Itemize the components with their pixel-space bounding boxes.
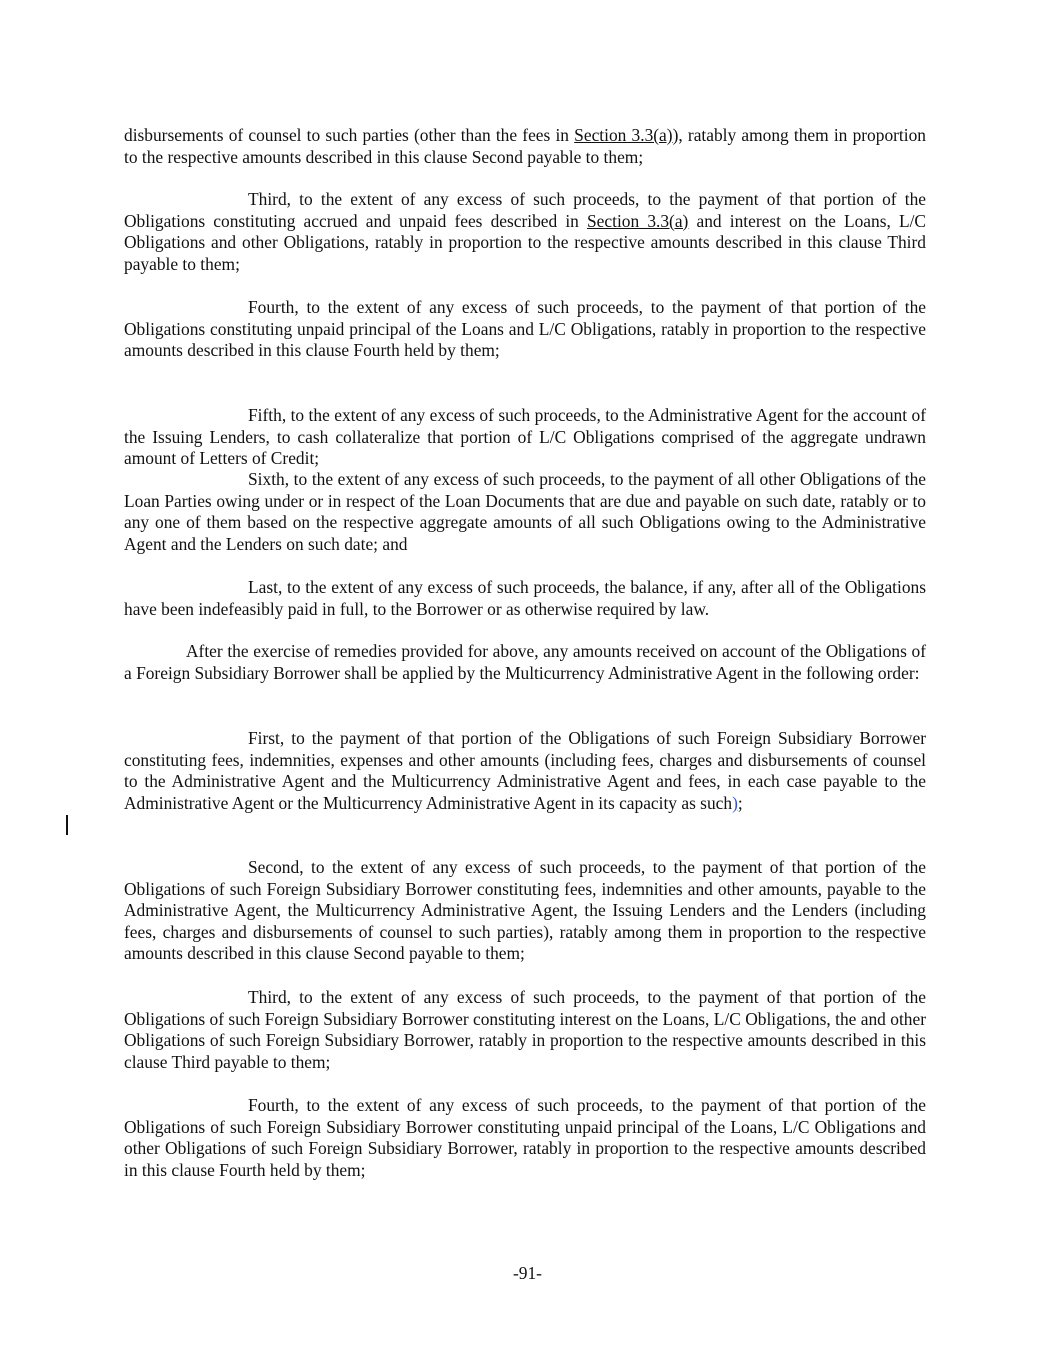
- paragraph-sixth: Sixth, to the extent of any excess of such proceeds, to the payment of all other Obligations of the Loan Parties owing under or in respect of the Loan Documents that are due and payable on such date, ratably or to any one of them based on the respective aggregate amounts of all such Obligations owing to the Administrative Agent and the Lenders on such date; and: [124, 469, 926, 554]
- revision-change-bar: [66, 815, 68, 835]
- text: ;: [737, 792, 743, 813]
- page-number: -91-: [513, 1263, 542, 1283]
- paragraph-foreign-fourth: Fourth, to the extent of any excess of such proceeds, to the payment of that portion of the Obligations of such Foreign Subsidiary Borrower constituting unpaid principal of the Loans, L/C Obligations and other Obligations of such Foreign Subsidiary Borrower, ratably in proportion to the respective amounts described in this clause Fourth held by them;: [124, 1095, 926, 1180]
- text: First, to the payment of that portion of the Obligations of such Foreign Subsidiary Borrower constituting fees, indemnities, expenses and other amounts (including fees, charges and disbursements of counsel to the Administrative Agent and the Multicurrency Administrative Agent and fees, in each case payable to the Administrative Agent or the Multicurrency Administrative Agent in its capacity as such: [124, 728, 926, 813]
- paragraph-foreign-first: [124, 728, 926, 814]
- paragraph-foreign-third: Third, to the extent of any excess of such proceeds, to the payment of that portion of the Obligations of such Foreign Subsidiary Borrower constituting interest on the Loans, L/C Obligations, the and other Obligations of such Foreign Subsidiary Borrower, ratably in proportion to the respective amounts described in this clause Third payable to them;: [124, 987, 926, 1072]
- text: Third, to the extent of any excess of such proceeds, to the payment of that portion of the Obligations constituting accrued and unpaid fees described in: [124, 189, 926, 231]
- text: ), ratably among them in proportion to the respective amounts described in this clause Second payable to them;: [124, 125, 926, 167]
- section-reference: Section 3.3(a): [587, 210, 689, 231]
- section-reference: Section 3.3(a): [574, 125, 673, 145]
- paragraph-last: Last, to the extent of any excess of such proceeds, the balance, if any, after all of the Obligations have been indefeasibly paid in full, to the Borrower or as otherwise required by law.: [124, 577, 926, 619]
- text: disbursements of counsel to such parties (other than the fees in: [124, 125, 575, 145]
- paragraph-foreign-second: Second, to the extent of any excess of such proceeds, to the payment of that portion of the Obligations of such Foreign Subsidiary Borrower constituting fees, indemnities and other amounts, payable to the Administrative Agent, the Multicurrency Administrative Agent, the Issuing Lenders and the Lenders (including fees, charges and disbursements of counsel to such parties), ratably among them in proportion to the respective amounts described in this clause Second payable to them;: [124, 857, 926, 964]
- paragraph-foreign-intro: After the exercise of remedies provided for above, any amounts received on account of the Obligations of a Foreign Subsidiary Borrower shall be applied by the Multicurrency Administrative Agent in the following order:: [124, 641, 926, 683]
- paragraph-third: [124, 189, 926, 275]
- paragraph-fourth: Fourth, to the extent of any excess of such proceeds, to the payment of that portion of the Obligations constituting unpaid principal of the Loans and L/C Obligations, ratably in proportion to the respective amounts described in this clause Fourth held by them;: [124, 297, 926, 361]
- paragraph-second-continued: [124, 125, 926, 168]
- revision-mark: ): [732, 792, 738, 813]
- text: and interest on the Loans, L/C Obligations and other Obligations, ratably in proportion to the respective amounts described in this clause Third payable to them;: [124, 210, 926, 274]
- paragraph-fifth: Fifth, to the extent of any excess of such proceeds, to the Administrative Agent for the account of the Issuing Lenders, to cash collateralize that portion of L/C Obligations comprised of the aggregate undrawn amount of Letters of Credit;: [124, 405, 926, 469]
